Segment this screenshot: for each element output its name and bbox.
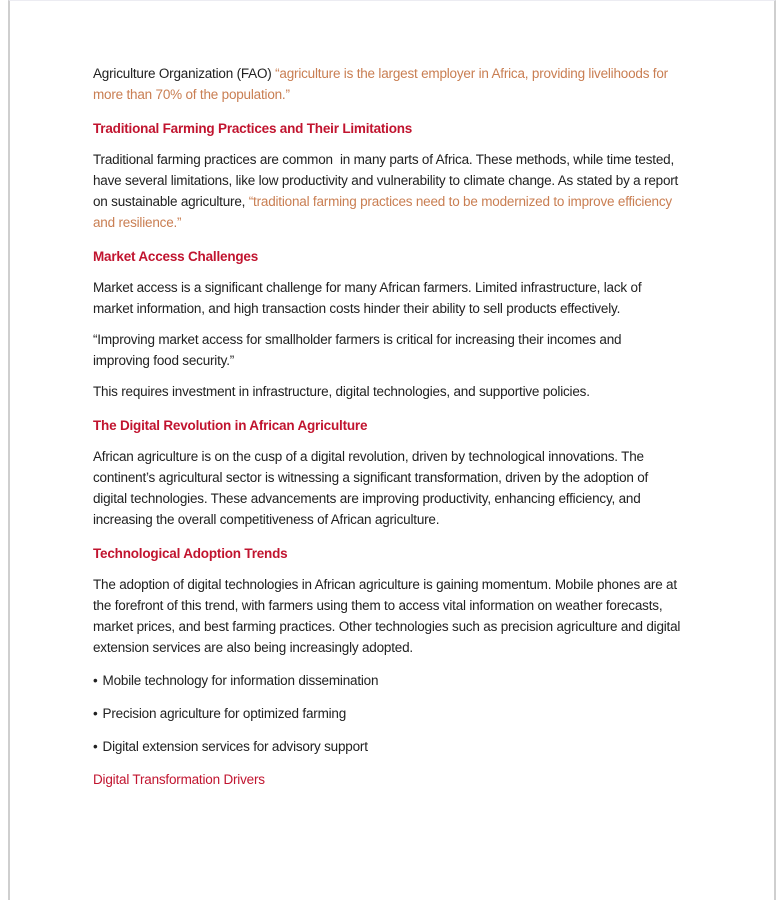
- paragraph-market-access: Market access is a significant challenge for many African farmers. Limited infrastructure, lack of market information, and high transaction costs hinder their ability to sell products effectively.: [93, 280, 645, 316]
- paragraph-traditional-farming: [93, 149, 681, 233]
- heading-digital-revolution: The Digital Revolution in African Agriculture: [93, 418, 368, 433]
- paragraph-digital-revolution: African agriculture is on the cusp of a digital revolution, driven by technological innovations. The continent’s agricultural sector is witnessing a significant transformation, driven by the adoption of digital technologies. These advancements are improving productivity, enhancing efficiency, and increasing the overall competitiveness of African agriculture.: [93, 449, 652, 527]
- paragraph-fao: [93, 63, 681, 105]
- paragraph-tech-adoption: The adoption of digital technologies in African agriculture is gaining momentum. Mobile phones are at the forefront of this trend, with farmers using them to access vital information on weather forecasts, market prices, and best farming practices. Other technologies such as precision agriculture and digital extension services are also being increasingly adopted.: [93, 577, 684, 655]
- bullet-item-precision: [93, 703, 681, 724]
- bullet-icon: •: [93, 706, 98, 721]
- traditional-quote-text: “traditional farming practices need to be modernized to improve efficiency and resilience.”: [93, 194, 676, 230]
- bullet-item-extension: [93, 736, 681, 757]
- paragraph-traditional-lead: Traditional farming practices are common in many parts of Africa. These methods, while time tested, have several limitations, like low productivity and vulnerability to climate change. As stated by a report on sustainable agriculture,: [93, 152, 682, 209]
- bullet-item-mobile: [93, 670, 681, 691]
- paragraph-market-quote: “Improving market access for smallholder farmers is critical for increasing their incomes and improving food security.”: [93, 332, 625, 368]
- fao-quote-text: “agriculture is the largest employer in Africa, providing livelihoods for more than 70% of the population.”: [93, 66, 672, 102]
- bullet-icon: •: [93, 673, 98, 688]
- heading-transformation-drivers: Digital Transformation Drivers: [93, 772, 265, 787]
- paragraph-fao-lead: Agriculture Organization (FAO): [93, 66, 276, 81]
- document-content: [10, 1, 682, 790]
- document-page: [8, 0, 776, 900]
- bullet-text: Digital extension services for advisory support: [102, 739, 368, 754]
- bullet-text: Precision agriculture for optimized farming: [102, 706, 347, 721]
- bullet-icon: •: [93, 739, 98, 754]
- bullet-text: Mobile technology for information dissemination: [102, 673, 379, 688]
- heading-tech-adoption: Technological Adoption Trends: [93, 546, 288, 561]
- paragraph-market-investment: This requires investment in infrastructure, digital technologies, and supportive policies.: [93, 384, 590, 399]
- heading-traditional-farming: Traditional Farming Practices and Their Limitations: [93, 121, 413, 136]
- heading-market-access: Market Access Challenges: [93, 249, 259, 264]
